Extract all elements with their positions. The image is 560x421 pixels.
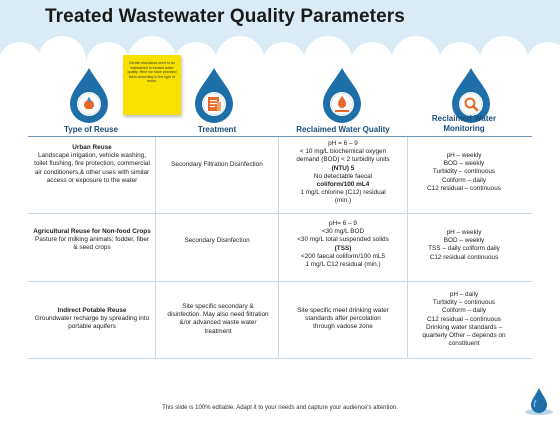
monitoring-line: C12 residual – continuous [427, 315, 501, 323]
reuse-type-title: Indirect Potable Reuse [57, 307, 127, 314]
column-divider [155, 137, 156, 358]
table-cell-treatment: Secondary Filtration Disinfection [171, 161, 263, 168]
quality-line: (NTU) 5 [331, 164, 355, 172]
header-type-of-reuse: Type of Reuse [63, 125, 119, 134]
header-treatment: Treatment [197, 125, 237, 134]
quality-line: No detectable faecal [313, 172, 373, 180]
quality-line: 1 mg/L C12 residual (min.) [305, 261, 381, 269]
monitoring-line: TSS – daily coliform daily [428, 245, 500, 253]
row-divider [28, 358, 532, 359]
quality-line: <30 mg/L total suspended solids [297, 236, 389, 244]
page-title: Treated Wastewater Quality Parameters [45, 6, 405, 27]
monitoring-line: quarterly Other – depends on [422, 332, 506, 340]
monitoring-line: BOD – weekly [443, 160, 485, 168]
quality-line: < 10 mg/L biochemical oxygen [299, 148, 387, 156]
header-reclaimed-water-quality: Reclaimed Water Quality [296, 125, 390, 134]
table-cell-type [32, 307, 152, 332]
row-divider [28, 213, 532, 214]
column-divider [407, 137, 408, 358]
monitoring-line: Turbidity – continuous [432, 168, 496, 176]
monitoring-line: BOD – weekly [443, 237, 485, 245]
drop-document-icon [192, 66, 236, 129]
quality-line: standards after percolation [305, 315, 381, 323]
quality-line: demand (BOD) < 2 turbidity units [296, 156, 390, 164]
table-cell-type [32, 144, 152, 185]
table-cell-quality [280, 307, 406, 332]
table-cell-treatment: Secondary Disinfection [184, 237, 250, 244]
header-divider [28, 136, 532, 137]
monitoring-line: Coliform – daily [441, 307, 487, 315]
reuse-type-description: Pasture for milking animals; fodder, fiber & seed crops [34, 236, 150, 252]
quality-line: (TSS) [334, 244, 352, 252]
drop-water-tap-icon [320, 66, 364, 129]
quality-line: through vadose zone [313, 323, 373, 331]
drop-hand-icon [67, 66, 111, 129]
reuse-type-title: Agricultural Reuse for Non-food Crops [33, 228, 151, 235]
header-reclaimed-water-monitoring: Reclaimed Water Monitoring [431, 114, 497, 133]
quality-line: <30 mg/L BOD [321, 228, 365, 236]
monitoring-line: Drinking water standards – [425, 323, 502, 331]
monitoring-line: C12 residual – continuous [427, 184, 501, 192]
corner-water-drop-icon [523, 386, 555, 421]
monitoring-line: constituent [448, 340, 480, 348]
monitoring-line: pH – weekly [446, 229, 482, 236]
quality-line: pH= 6 – 9 [329, 220, 357, 227]
table-cell-quality [280, 140, 406, 206]
quality-line: coliform/100 mL4 [316, 181, 370, 189]
footer-note: This slide is 100% editable. Adapt it to your needs and capture your audience's attention. [162, 405, 398, 411]
monitoring-line: pH – daily [449, 291, 479, 298]
column-divider [278, 137, 279, 358]
table-cell-monitoring [409, 291, 519, 348]
monitoring-line: Turbidity – continuous [432, 299, 496, 307]
table-cell-monitoring [409, 152, 519, 193]
quality-line: <200 faecal coliform/100 mL5 [300, 252, 385, 260]
quality-line: Site specific meet drinking water [297, 307, 389, 314]
table-cell-treatment: Site specific secondary & disinfection. May also need filtration &/or advanced waste water treatment [167, 303, 269, 335]
table-cell-monitoring [409, 229, 519, 262]
reuse-type-description: Groundwater recharge by spreading into portable aquifers [34, 315, 150, 331]
quality-line: pH = 6 – 9 [328, 140, 358, 147]
monitoring-line: C12 residual continuous [429, 253, 499, 261]
quality-line: (min.) [334, 197, 352, 205]
row-divider [28, 281, 532, 282]
table-cell-quality [280, 220, 406, 269]
reuse-type-title: Urban Reuse [72, 144, 112, 151]
reuse-type-description: Landscape irrigation, vehicle washing, toilet flushing, fire protection, commercial air conditioners,& other uses with similar access or exposure to the water [34, 152, 150, 184]
monitoring-line: pH – weekly [446, 152, 482, 159]
monitoring-line: Coliform – daily [441, 176, 487, 184]
quality-line: 1 mg/L chlorine (C12) residual [300, 189, 386, 197]
sticky-note: Certain standards need to be maintained in treated water quality. Here we have provided them according to the type of reuse. [123, 55, 181, 115]
table-cell-type [32, 228, 152, 253]
